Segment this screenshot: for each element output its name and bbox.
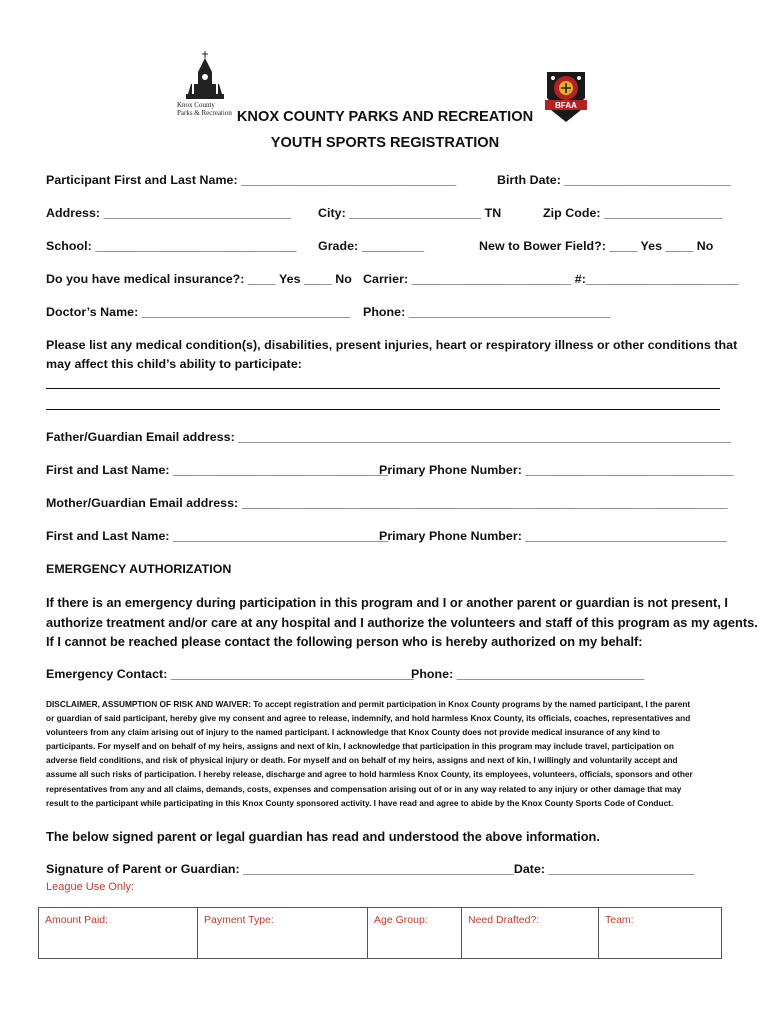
disclaimer-line: result to the participant while participating in this Knox County sponsored activity. I have read and agree to abide by the Knox County Sports Code of Conduct. [46,797,674,808]
school-field[interactable]: School: _____________________________ [46,239,297,253]
svg-text:Parks & Recreation: Parks & Recreation [177,109,232,117]
grade-field[interactable]: Grade: _________ [318,239,425,253]
father-name-field[interactable]: First and Last Name: _______________________________ [46,463,389,477]
signature-date-field[interactable]: Signature of Parent or Guardian: _______________________________________Date: _____________________ [46,862,695,876]
city-field[interactable]: City: ___________________ TN [318,206,502,220]
participant-name-field[interactable]: Participant First and Last Name: _______________________________ [46,173,457,187]
address-field[interactable]: Address: ___________________________ [46,206,292,220]
guardian-statement: The below signed parent or legal guardian has read and understood the above information. [46,829,600,844]
team-cell[interactable]: Team: [599,908,722,959]
emergency-text-line-1: If there is an emergency during participation in this program and I or another parent or guardian is not present, I [46,595,728,610]
conditions-prompt: Please list any medical condition(s), disabilities, present injuries, heart or respiratory illness or other conditions that [46,338,738,352]
need-drafted-cell[interactable]: Need Drafted?: [462,908,599,959]
doctor-name-field[interactable]: Doctor’s Name: ______________________________ [46,305,350,319]
amount-paid-cell[interactable]: Amount Paid: [39,908,198,959]
svg-text:BFAA: BFAA [555,101,577,110]
disclaimer-line: participants. For myself and on behalf of my heirs, assigns and next of kin, I acknowledge that participation in this program may include travel, participation on [46,741,674,752]
zip-code-field[interactable]: Zip Code: _________________ [543,206,723,220]
doctor-phone-field[interactable]: Phone: _____________________________ [363,305,611,319]
disclaimer-line: representatives from any and all claims, demands, costs, expenses and compensation arising out of or in any way related to any injury or other damage that may [46,783,682,794]
disclaimer-line: DISCLAIMER, ASSUMPTION OF RISK AND WAIVER: To accept registration and permit participation in Knox County programs by the named participant, I the parent [46,699,691,709]
disclaimer-line: or guardian of said participant, hereby give my consent and agree to release, indemnify, and hold harmless Knox County, its officials, coaches, representatives and [46,713,691,724]
form-title: KNOX COUNTY PARKS AND RECREATION [236,109,534,125]
form-subtitle: YOUTH SPORTS REGISTRATION [270,135,500,151]
svg-text:Knox County: Knox County [177,101,215,109]
new-to-bower-field[interactable]: New to Bower Field?: ____ Yes ____ No [479,239,714,253]
emergency-heading: EMERGENCY AUTHORIZATION [46,562,232,576]
father-email-field[interactable]: Father/Guardian Email address: _______________________________________________________________________ [46,430,732,444]
emergency-text-line-3: If I cannot be reached please contact the following person who is hereby authorized on my behalf: [46,634,643,649]
disclaimer-line: volunteers from any claim arising out of injury to the named participant. I acknowledge that Knox County does not provide medical insurance of any kind to [46,727,661,738]
father-phone-field[interactable]: Primary Phone Number: ______________________________ [379,463,734,477]
carrier-field[interactable]: Carrier: _______________________ #:______________________ [363,272,739,286]
mother-name-field[interactable]: First and Last Name: _______________________________ [46,529,389,543]
disclaimer-line: adverse field conditions, and risk of physical injury or death. For myself and on behalf of my heirs, assigns and next of kin, I willingly and voluntarily accept and [46,755,678,766]
league-use-heading: League Use Only: [46,881,135,893]
mother-phone-field[interactable]: Primary Phone Number: _____________________________ [379,529,727,543]
conditions-prompt-cont: may affect this child’s ability to participate: [46,357,302,371]
payment-type-cell[interactable]: Payment Type: [198,908,368,959]
emergency-phone-field[interactable]: Phone: ___________________________ [411,667,645,681]
age-group-cell[interactable]: Age Group: [368,908,462,959]
conditions-line-2[interactable] [46,409,720,410]
conditions-line-1[interactable] [46,388,720,389]
medical-insurance-field[interactable]: Do you have medical insurance?: ____ Yes ____ No [46,272,352,286]
emergency-text-line-2: authorize treatment and/or care at any hospital and I authorize the volunteers and staff of this program as my agents. [46,615,758,630]
emergency-contact-field[interactable]: Emergency Contact: ___________________________________ [46,667,414,681]
mother-email-field[interactable]: Mother/Guardian Email address: ______________________________________________________________________ [46,496,728,510]
birth-date-field[interactable]: Birth Date: ________________________ [497,173,731,187]
disclaimer-line: assume all such risks of participation. I hereby release, discharge and agree to hold harmless Knox County, its employees, volunteers, officials, sponsors and other [46,769,693,780]
disclaimer-block [46,697,726,810]
league-use-table [38,907,722,959]
